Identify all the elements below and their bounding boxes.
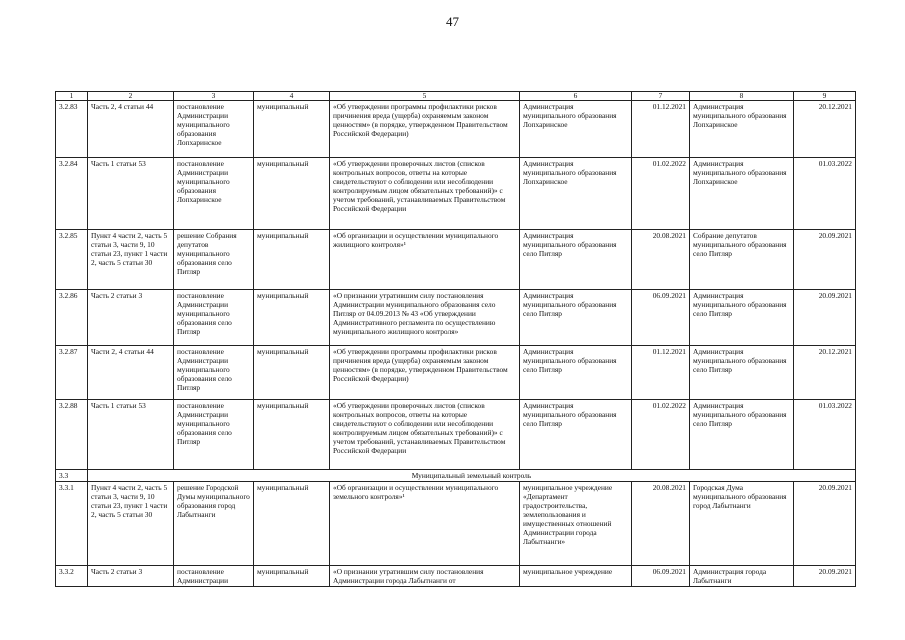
- document-type-cell: постановление Администрации муниципального образования село Питляр: [174, 346, 254, 400]
- legal-acts-table: [55, 91, 856, 587]
- adoption-date-cell: 20.09.2021: [794, 290, 856, 346]
- adopting-body-cell: Администрация муниципального образования село Питляр: [690, 290, 794, 346]
- level-cell: муниципальный: [254, 482, 330, 566]
- legal-basis-cell: Пункт 4 части 2, часть 5 статьи 3, части 9, 10 статьи 23, пункт 1 части 2, часть 5 статьи 30: [88, 482, 174, 566]
- developer-cell: муниципальное учреждение: [520, 566, 632, 587]
- column-number: 1: [56, 92, 88, 101]
- table-row: [56, 346, 856, 400]
- document-type-cell: постановление Администрации муниципального образования село Питляр: [174, 290, 254, 346]
- adopting-body-cell: Администрация муниципального образования село Питляр: [690, 400, 794, 470]
- development-date-cell: 01.02.2022: [632, 158, 690, 230]
- table-row: [56, 566, 856, 587]
- legal-basis-cell: Часть 2, 4 статьи 44: [88, 101, 174, 158]
- table-row: [56, 230, 856, 290]
- development-date-cell: 06.09.2021: [632, 290, 690, 346]
- level-cell: муниципальный: [254, 101, 330, 158]
- document-type-cell: постановление Администрации муниципального образования Лопхаринское: [174, 101, 254, 158]
- row-number-cell: 3.2.84: [56, 158, 88, 230]
- row-number-cell: 3.3.2: [56, 566, 88, 587]
- legal-basis-cell: Часть 1 статьи 53: [88, 158, 174, 230]
- adopting-body-cell: Администрация города Лабытнанги: [690, 566, 794, 587]
- table-row: [56, 290, 856, 346]
- development-date-cell: 06.09.2021: [632, 566, 690, 587]
- adoption-date-cell: 20.09.2021: [794, 230, 856, 290]
- adopting-body-cell: Администрация муниципального образования Лопхаринское: [690, 158, 794, 230]
- adopting-body-cell: Собрание депутатов муниципального образования село Питляр: [690, 230, 794, 290]
- document-type-cell: постановление Администрации: [174, 566, 254, 587]
- section-row: [56, 470, 856, 482]
- column-number: 6: [520, 92, 632, 101]
- developer-cell: Администрация муниципального образования село Питляр: [520, 230, 632, 290]
- developer-cell: Администрация муниципального образования Лопхаринское: [520, 158, 632, 230]
- row-number-cell: 3.3.1: [56, 482, 88, 566]
- act-title-cell: «Об организации и осуществлении муниципального жилищного контроля»¹: [330, 230, 520, 290]
- page-number: 47: [446, 14, 459, 29]
- row-number-cell: 3.2.87: [56, 346, 88, 400]
- section-number: 3.3: [56, 470, 88, 482]
- column-number: 9: [794, 92, 856, 101]
- act-title-cell: «Об утверждении программы профилактики рисков причинения вреда (ущерба) охраняемым законом ценностям» (в порядке, утвержденном Правительством Российской Федерации): [330, 101, 520, 158]
- table-row: [56, 158, 856, 230]
- document-type-cell: решение Собрания депутатов муниципального образования село Питляр: [174, 230, 254, 290]
- developer-cell: Администрация муниципального образования село Питляр: [520, 290, 632, 346]
- development-date-cell: 01.12.2021: [632, 346, 690, 400]
- column-number-row: [56, 92, 856, 101]
- level-cell: муниципальный: [254, 290, 330, 346]
- table-row: [56, 482, 856, 566]
- level-cell: муниципальный: [254, 400, 330, 470]
- act-title-cell: «Об утверждении проверочных листов (списков контрольных вопросов, ответы на которые свидетельствуют о соблюдении или несоблюдении контролируемым лицом обязательных требований)» с учетом требований, устанавливаемых Правительством Российской Федерации: [330, 400, 520, 470]
- document-type-cell: решение Городской Думы муниципального образования город Лабытнанги: [174, 482, 254, 566]
- legal-basis-cell: Часть 1 статьи 53: [88, 400, 174, 470]
- legal-basis-cell: Части 2, 4 статьи 44: [88, 346, 174, 400]
- document-type-cell: постановление Администрации муниципального образования село Питляр: [174, 400, 254, 470]
- adoption-date-cell: 01.03.2022: [794, 400, 856, 470]
- level-cell: муниципальный: [254, 230, 330, 290]
- column-number: 8: [690, 92, 794, 101]
- level-cell: муниципальный: [254, 566, 330, 587]
- row-number-cell: 3.2.83: [56, 101, 88, 158]
- adoption-date-cell: 01.03.2022: [794, 158, 856, 230]
- document-type-cell: постановление Администрации муниципального образования Лопхаринское: [174, 158, 254, 230]
- column-number: 5: [330, 92, 520, 101]
- legal-basis-cell: Часть 2 статьи 3: [88, 566, 174, 587]
- legal-basis-cell: Часть 2 статьи 3: [88, 290, 174, 346]
- level-cell: муниципальный: [254, 158, 330, 230]
- act-title-cell: «Об организации и осуществлении муниципального земельного контроля»¹: [330, 482, 520, 566]
- developer-cell: Администрация муниципального образования село Питляр: [520, 346, 632, 400]
- adoption-date-cell: 20.09.2021: [794, 566, 856, 587]
- legal-basis-cell: Пункт 4 части 2, часть 5 статьи 3, части 9, 10 статьи 23, пункт 1 части 2, часть 5 статьи 30: [88, 230, 174, 290]
- column-number: 4: [254, 92, 330, 101]
- development-date-cell: 01.02.2022: [632, 400, 690, 470]
- column-number: 3: [174, 92, 254, 101]
- adopting-body-cell: Администрация муниципального образования село Питляр: [690, 346, 794, 400]
- developer-cell: Администрация муниципального образования село Питляр: [520, 400, 632, 470]
- adoption-date-cell: 20.12.2021: [794, 346, 856, 400]
- table-row: [56, 400, 856, 470]
- developer-cell: Администрация муниципального образования Лопхаринское: [520, 101, 632, 158]
- row-number-cell: 3.2.88: [56, 400, 88, 470]
- column-number: 2: [88, 92, 174, 101]
- act-title-cell: «Об утверждении проверочных листов (списков контрольных вопросов, ответы на которые свидетельствуют о соблюдении или несоблюдении контролируемым лицом обязательных требований)» с учетом требований, устанавливаемых Правительством Российской Федерации: [330, 158, 520, 230]
- row-number-cell: 3.2.86: [56, 290, 88, 346]
- level-cell: муниципальный: [254, 346, 330, 400]
- column-number: 7: [632, 92, 690, 101]
- adoption-date-cell: 20.12.2021: [794, 101, 856, 158]
- development-date-cell: 20.08.2021: [632, 230, 690, 290]
- act-title-cell: «Об утверждении программы профилактики рисков причинения вреда (ущерба) охраняемым законом ценностям» (в порядке, утвержденном Правительством Российской Федерации): [330, 346, 520, 400]
- development-date-cell: 20.08.2021: [632, 482, 690, 566]
- adopting-body-cell: Администрация муниципального образования Лопхаринское: [690, 101, 794, 158]
- act-title-cell: «О признании утратившим силу постановления Администрации города Лабытнанги от: [330, 566, 520, 587]
- section-title: Муниципальный земельный контроль: [88, 470, 856, 482]
- developer-cell: муниципальное учреждение «Департамент градостроительства, землепользования и имущественных отношений Администрации города Лабытнанги»: [520, 482, 632, 566]
- adoption-date-cell: 20.09.2021: [794, 482, 856, 566]
- adopting-body-cell: Городская Дума муниципального образования город Лабытнанги: [690, 482, 794, 566]
- row-number-cell: 3.2.85: [56, 230, 88, 290]
- table-row: [56, 101, 856, 158]
- act-title-cell: «О признании утратившим силу постановления Администрации муниципального образования село Питляр от 04.09.2013 № 43 «Об утверждении Административного регламента по осуществлению муниципального жилищного контроля»: [330, 290, 520, 346]
- development-date-cell: 01.12.2021: [632, 101, 690, 158]
